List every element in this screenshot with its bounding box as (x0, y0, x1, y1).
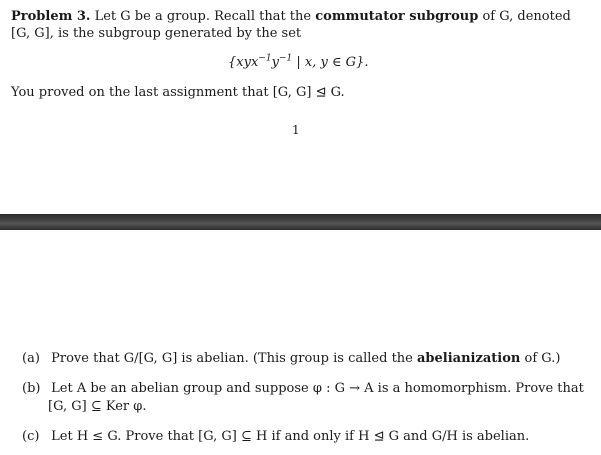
part-b-continued: [G, G] ⊆ Ker φ. (48, 399, 147, 414)
page-divider (0, 214, 601, 230)
part-a: (a) Prove that G/[G, G] is abelian. (This group is called the abelianization of G.) (22, 351, 561, 366)
intro-text: Let G be a group. Recall that the (94, 9, 312, 24)
part-c: (c) Let H ≤ G. Prove that [G, G] ⊆ H if and only if H ⊴ G and G/H is abelian. (22, 429, 530, 444)
page-number: 1 (292, 123, 300, 137)
problem-heading: Problem 3. (11, 9, 91, 24)
document-page-top (0, 0, 601, 214)
commutator-set: {$xyx^{-1}y^{-1}$ | x, y ∈ G}. (228, 53, 369, 70)
part-b: (b) Let A be an abelian group and suppose φ : G → A is a homomorphism. Prove that (22, 381, 584, 396)
intro-text-2: of G, denoted (482, 9, 571, 24)
document-page-bottom (0, 230, 601, 455)
assignment-line: You proved on the last assignment that [G, G] ⊴ G. (11, 85, 345, 100)
abelianization-term: abelianization (417, 351, 521, 366)
problem-intro-line (11, 8, 571, 26)
commutator-term: commutator subgroup (315, 9, 479, 24)
problem-line-2: [G, G], is the subgroup generated by the set (11, 26, 302, 41)
